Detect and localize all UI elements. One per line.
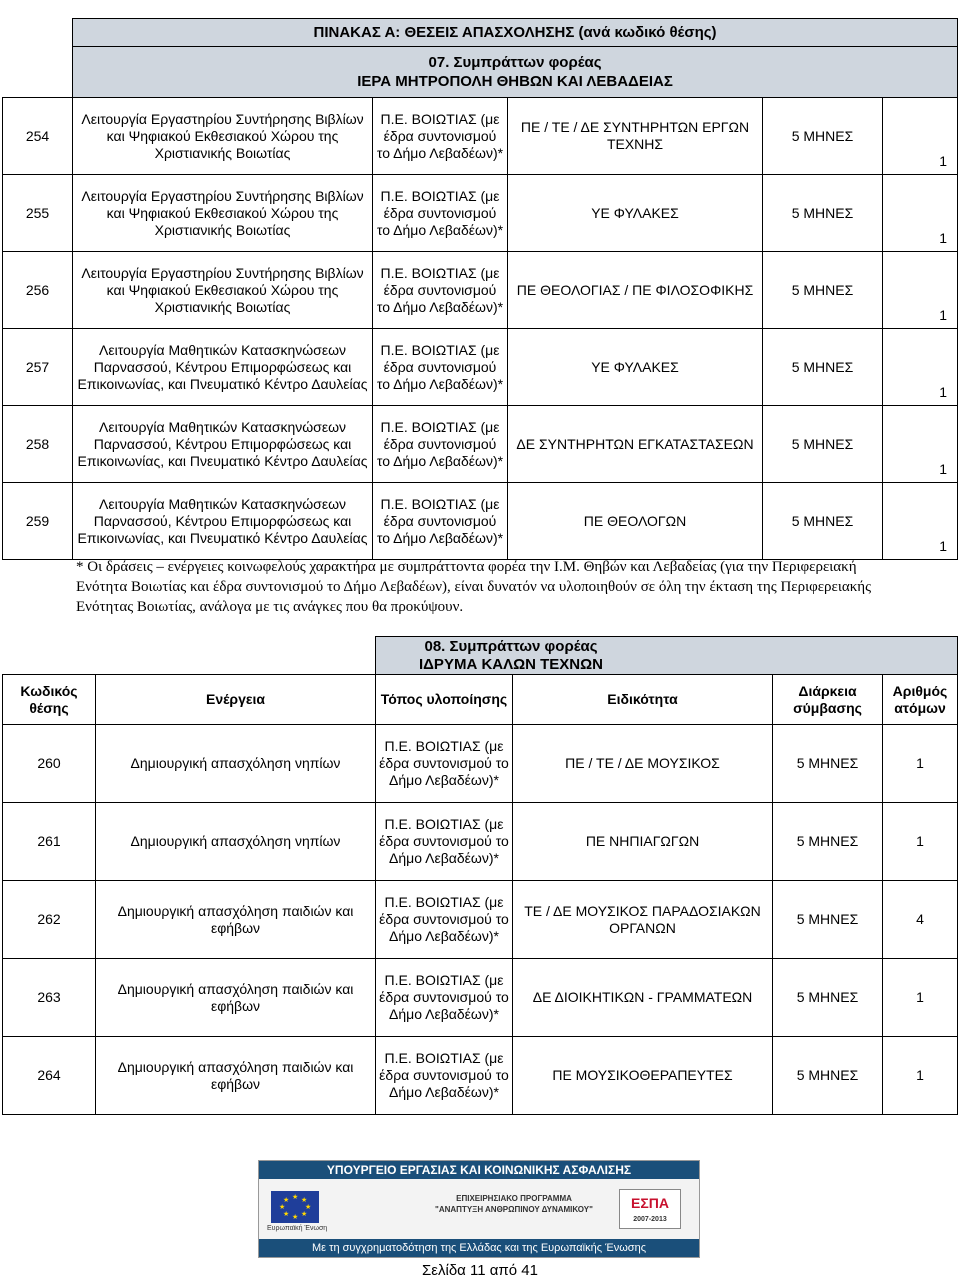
activity-cell: Λειτουργία Εργαστηρίου Συντήρησης Βιβλίων και Ψηφιακού Εκθεσιακού Χώρου της Χριστιανικής Βοιωτίας xyxy=(73,252,373,329)
page-number: Σελίδα 11 από 41 xyxy=(422,1262,538,1279)
duration-cell: 5 ΜΗΝΕΣ xyxy=(763,329,883,406)
duration-cell: 5 ΜΗΝΕΣ xyxy=(773,1037,883,1115)
code-cell: 264 xyxy=(3,1037,96,1115)
eu-flag-icon: ★ ★ ★ ★ ★ ★ ★ ★ xyxy=(271,1191,319,1223)
col-header-count: Αριθμός ατόμων xyxy=(883,675,958,725)
code-cell: 256 xyxy=(3,252,73,329)
espa-logo xyxy=(619,1189,681,1229)
table-row xyxy=(3,329,958,406)
activity-cell: Δημιουργική απασχόληση παιδιών και εφήβων xyxy=(96,881,376,959)
activity-cell: Δημιουργική απασχόληση παιδιών και εφήβων xyxy=(96,959,376,1037)
code-cell: 255 xyxy=(3,175,73,252)
count-cell: 1 xyxy=(883,98,958,175)
col-header-duration: Διάρκεια σύμβασης xyxy=(773,675,883,725)
duration-cell: 5 ΜΗΝΕΣ xyxy=(763,98,883,175)
specialty-cell: ΔΕ ΣΥΝΤΗΡΗΤΩΝ ΕΓΚΑΤΑΣΤΑΣΕΩΝ xyxy=(508,406,763,483)
place-cell: Π.Ε. ΒΟΙΩΤΙΑΣ (με έδρα συντονισμού το Δήμο Λεβαδέων)* xyxy=(376,1037,513,1115)
table-row xyxy=(3,881,958,959)
duration-cell: 5 ΜΗΝΕΣ xyxy=(773,959,883,1037)
specialty-cell: ΠΕ ΘΕΟΛΟΓΩΝ xyxy=(508,483,763,560)
count-cell: 1 xyxy=(883,803,958,881)
program-logo xyxy=(429,1193,599,1215)
place-cell: Π.Ε. ΒΟΙΩΤΙΑΣ (με έδρα συντονισμού το Δήμο Λεβαδέων)* xyxy=(373,483,508,560)
activity-cell: Λειτουργία Μαθητικών Κατασκηνώσεων Παρνασσού, Κέντρου Επιμορφώσεως και Επικοινωνίας, και Πνευματικό Κέντρο Δαυλείας xyxy=(73,406,373,483)
table-row xyxy=(3,483,958,560)
activity-cell: Δημιουργική απασχόληση παιδιών και εφήβων xyxy=(96,1037,376,1115)
activity-cell: Λειτουργία Εργαστηρίου Συντήρησης Βιβλίων και Ψηφιακού Εκθεσιακού Χώρου της Χριστιανικής Βοιωτίας xyxy=(73,175,373,252)
specialty-cell: ΥΕ ΦΥΛΑΚΕΣ xyxy=(508,329,763,406)
table-row xyxy=(3,725,958,803)
count-cell: 1 xyxy=(883,175,958,252)
place-cell: Π.Ε. ΒΟΙΩΤΙΑΣ (με έδρα συντονισμού το Δήμο Λεβαδέων)* xyxy=(373,406,508,483)
duration-cell: 5 ΜΗΝΕΣ xyxy=(763,483,883,560)
col-header-specialty: Ειδικότητα xyxy=(513,675,773,725)
count-cell: 1 xyxy=(883,252,958,329)
place-cell: Π.Ε. ΒΟΙΩΤΙΑΣ (με έδρα συντονισμού το Δήμο Λεβαδέων)* xyxy=(373,175,508,252)
activity-cell: Δημιουργική απασχόληση νηπίων xyxy=(96,803,376,881)
table-b xyxy=(2,636,958,1115)
table-a-org-line2: ΙΕΡΑ ΜΗΤΡΟΠΟΛΗ ΘΗΒΩΝ ΚΑΙ ΛΕΒΑΔΕΙΑΣ xyxy=(357,73,673,90)
table-a-title: ΠΙΝΑΚΑΣ Α: ΘΕΣΕΙΣ ΑΠΑΣΧΟΛΗΣΗΣ (ανά κωδικό θέσης) xyxy=(73,19,957,47)
duration-cell: 5 ΜΗΝΕΣ xyxy=(763,406,883,483)
duration-cell: 5 ΜΗΝΕΣ xyxy=(763,175,883,252)
place-cell: Π.Ε. ΒΟΙΩΤΙΑΣ (με έδρα συντονισμού το Δήμο Λεβαδέων)* xyxy=(376,725,513,803)
cofinance-banner xyxy=(258,1160,700,1258)
place-cell: Π.Ε. ΒΟΙΩΤΙΑΣ (με έδρα συντονισμού το Δήμο Λεβαδέων)* xyxy=(376,803,513,881)
code-cell: 263 xyxy=(3,959,96,1037)
count-cell: 1 xyxy=(883,406,958,483)
activity-cell: Λειτουργία Μαθητικών Κατασκηνώσεων Παρνασσού, Κέντρου Επιμορφώσεως και Επικοινωνίας, και Πνευματικό Κέντρο Δαυλείας xyxy=(73,483,373,560)
specialty-cell: ΠΕ / ΤΕ / ΔΕ ΣΥΝΤΗΡΗΤΩΝ ΕΡΓΩΝ ΤΕΧΝΗΣ xyxy=(508,98,763,175)
place-cell: Π.Ε. ΒΟΙΩΤΙΑΣ (με έδρα συντονισμού το Δήμο Λεβαδέων)* xyxy=(376,959,513,1037)
espa-logo-text: ΕΣΠΑ xyxy=(631,1195,669,1211)
table-a xyxy=(2,18,958,560)
program-line2: "ΑΝΑΠΤΥΞΗ ΑΝΘΡΩΠΙΝΟΥ ΔΥΝΑΜΙΚΟΥ" xyxy=(435,1205,593,1214)
table-row xyxy=(3,1037,958,1115)
col-header-activity: Ενέργεια xyxy=(96,675,376,725)
specialty-cell: ΠΕ / ΤΕ / ΔΕ ΜΟΥΣΙΚΟΣ xyxy=(513,725,773,803)
count-cell: 1 xyxy=(883,329,958,406)
activity-cell: Δημιουργική απασχόληση νηπίων xyxy=(96,725,376,803)
count-cell: 1 xyxy=(883,483,958,560)
specialty-cell: ΥΕ ΦΥΛΑΚΕΣ xyxy=(508,175,763,252)
table-row xyxy=(3,406,958,483)
code-cell: 254 xyxy=(3,98,73,175)
program-line1: ΕΠΙΧΕΙΡΗΣΙΑΚΟ ΠΡΟΓΡΑΜΜΑ xyxy=(456,1194,572,1203)
place-cell: Π.Ε. ΒΟΙΩΤΙΑΣ (με έδρα συντονισμού το Δήμο Λεβαδέων)* xyxy=(373,329,508,406)
place-cell: Π.Ε. ΒΟΙΩΤΙΑΣ (με έδρα συντονισμού το Δήμο Λεβαδέων)* xyxy=(373,98,508,175)
duration-cell: 5 ΜΗΝΕΣ xyxy=(773,725,883,803)
count-cell: 1 xyxy=(883,1037,958,1115)
code-cell: 257 xyxy=(3,329,73,406)
table-b-org-line1: 08. Συμπράττων φορέας xyxy=(424,637,598,655)
duration-cell: 5 ΜΗΝΕΣ xyxy=(773,803,883,881)
activity-cell: Λειτουργία Μαθητικών Κατασκηνώσεων Παρνασσού, Κέντρου Επιμορφώσεως και Επικοινωνίας, και Πνευματικό Κέντρο Δαυλείας xyxy=(73,329,373,406)
place-cell: Π.Ε. ΒΟΙΩΤΙΑΣ (με έδρα συντονισμού το Δήμο Λεβαδέων)* xyxy=(376,881,513,959)
col-header-place: Τόπος υλοποίησης xyxy=(376,675,513,725)
table-row xyxy=(3,98,958,175)
code-cell: 260 xyxy=(3,725,96,803)
specialty-cell: ΔΕ ΔΙΟΙΚΗΤΙΚΩΝ - ΓΡΑΜΜΑΤΕΩΝ xyxy=(513,959,773,1037)
table-row xyxy=(3,803,958,881)
count-cell: 1 xyxy=(883,725,958,803)
count-cell: 4 xyxy=(883,881,958,959)
specialty-cell: ΠΕ ΝΗΠΙΑΓΩΓΩΝ xyxy=(513,803,773,881)
place-cell: Π.Ε. ΒΟΙΩΤΙΑΣ (με έδρα συντονισμού το Δήμο Λεβαδέων)* xyxy=(373,252,508,329)
duration-cell: 5 ΜΗΝΕΣ xyxy=(763,252,883,329)
table-b-org-line2: ΙΔΡΥΜΑ ΚΑΛΩΝ ΤΕΧΝΩΝ xyxy=(418,655,603,673)
table-row xyxy=(3,175,958,252)
code-cell: 261 xyxy=(3,803,96,881)
specialty-cell: ΠΕ ΜΟΥΣΙΚΟΘΕΡΑΠΕΥΤΕΣ xyxy=(513,1037,773,1115)
duration-cell: 5 ΜΗΝΕΣ xyxy=(773,881,883,959)
col-header-code: Κωδικός θέσης xyxy=(3,675,96,725)
activity-cell: Λειτουργία Εργαστηρίου Συντήρησης Βιβλίων και Ψηφιακού Εκθεσιακού Χώρου της Χριστιανικής Βοιωτίας xyxy=(73,98,373,175)
table-row xyxy=(3,959,958,1037)
code-cell: 258 xyxy=(3,406,73,483)
code-cell: 259 xyxy=(3,483,73,560)
cofinance-text: Με τη συγχρηματοδότηση της Ελλάδας και της Ευρωπαϊκής Ένωσης xyxy=(259,1239,699,1257)
espa-years: 2007-2013 xyxy=(633,1216,667,1223)
code-cell: 262 xyxy=(3,881,96,959)
count-cell: 1 xyxy=(883,959,958,1037)
table-row xyxy=(3,252,958,329)
eu-label: Ευρωπαϊκή Ένωση xyxy=(267,1225,328,1232)
ministry-title: ΥΠΟΥΡΓΕΙΟ ΕΡΓΑΣΙΑΣ ΚΑΙ ΚΟΙΝΩΝΙΚΗΣ ΑΣΦΑΛΙΣΗΣ xyxy=(259,1161,699,1179)
footnote: * Οι δράσεις – ενέργειες κοινωφελούς χαρακτήρα με συμπράττοντα φορέα την Ι.Μ. Θηβών και Λεβαδείας (για την Περιφερειακή Ενότητα Βοιωτίας και έδρα συντονισμού το Δήμο Λεβαδέων), είναι δυνατόν να υλοποιηθούν σε όλη την έκταση της Περιφερειακής Ενότητας Βοιωτίας, ανάλογα με τις ανάγκες που θα προκύψουν. xyxy=(76,559,872,615)
specialty-cell: ΤΕ / ΔΕ ΜΟΥΣΙΚΟΣ ΠΑΡΑΔΟΣΙΑΚΩΝ ΟΡΓΑΝΩΝ xyxy=(513,881,773,959)
table-a-org-line1: 07. Συμπράττων φορέας xyxy=(428,54,602,71)
specialty-cell: ΠΕ ΘΕΟΛΟΓΙΑΣ / ΠΕ ΦΙΛΟΣΟΦΙΚΗΣ xyxy=(508,252,763,329)
